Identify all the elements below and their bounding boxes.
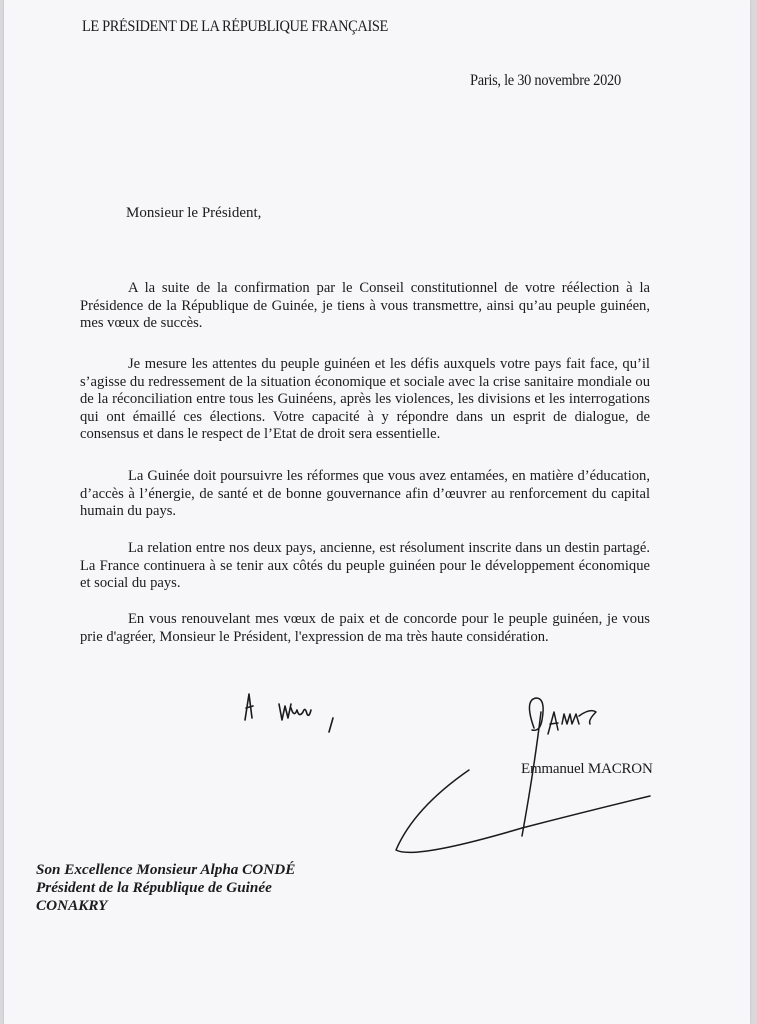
handwritten-closing <box>239 688 339 743</box>
paragraph-2 <box>80 356 650 444</box>
handwritten-closing-strokes <box>239 688 339 738</box>
salutation: Monsieur le Président, <box>126 205 262 221</box>
paragraph-3 <box>80 468 650 521</box>
paragraph-text: La relation entre nos deux pays, ancienne, est résolument inscrite dans un destin partagé. La France continuera à se tenir aux côtés du peuple guinéen pour le développement économique et social du pays. <box>80 540 650 591</box>
recipient-block <box>36 861 295 915</box>
paragraph-4 <box>80 540 650 593</box>
date-line: Paris, le 30 novembre 2020 <box>470 72 621 89</box>
recipient-name: Son Excellence Monsieur Alpha CONDÉ <box>36 861 296 878</box>
paragraph-text: La Guinée doit poursuivre les réformes que vous avez entamées, en matière d’éducation, d’accès à l’énergie, de santé et de bonne gouvernance afin d’œuvrer au renforcement du capital humain du pays. <box>80 468 650 519</box>
letterhead: LE PRÉSIDENT DE LA RÉPUBLIQUE FRANÇAISE <box>82 18 388 35</box>
paragraph-5 <box>80 611 650 646</box>
recipient-title: Président de la République de Guinée <box>36 879 272 896</box>
paragraph-1 <box>80 280 650 333</box>
paragraph-text: A la suite de la confirmation par le Conseil constitutionnel de votre réélection à la Présidence de la République de Guinée, je tiens à vous transmettre, ainsi qu’au peuple guinéen, mes vœux de succès. <box>80 280 650 331</box>
letter-page <box>4 0 750 1024</box>
recipient-city: CONAKRY <box>36 897 108 914</box>
paragraph-text: Je mesure les attentes du peuple guinéen et les défis auxquels votre pays fait face, qu’il s’agisse du redressement de la situation économique et sociale avec la crise sanitaire mondiale ou de la réconciliation entre tous les Guinéens, après les violences, les divisions et les interrogations qui ont émaillé ces élections. Votre capacité à y répondre dans un esprit de dialogue, de consensus et dans le respect de l’Etat de droit sera essentielle. <box>80 356 650 442</box>
paragraph-text: En vous renouvelant mes vœux de paix et de concorde pour le peuple guinéen, je vous prie d'agréer, Monsieur le Président, l'expression de ma très haute considération. <box>80 611 650 645</box>
signer-name: Emmanuel MACRON <box>521 761 653 777</box>
